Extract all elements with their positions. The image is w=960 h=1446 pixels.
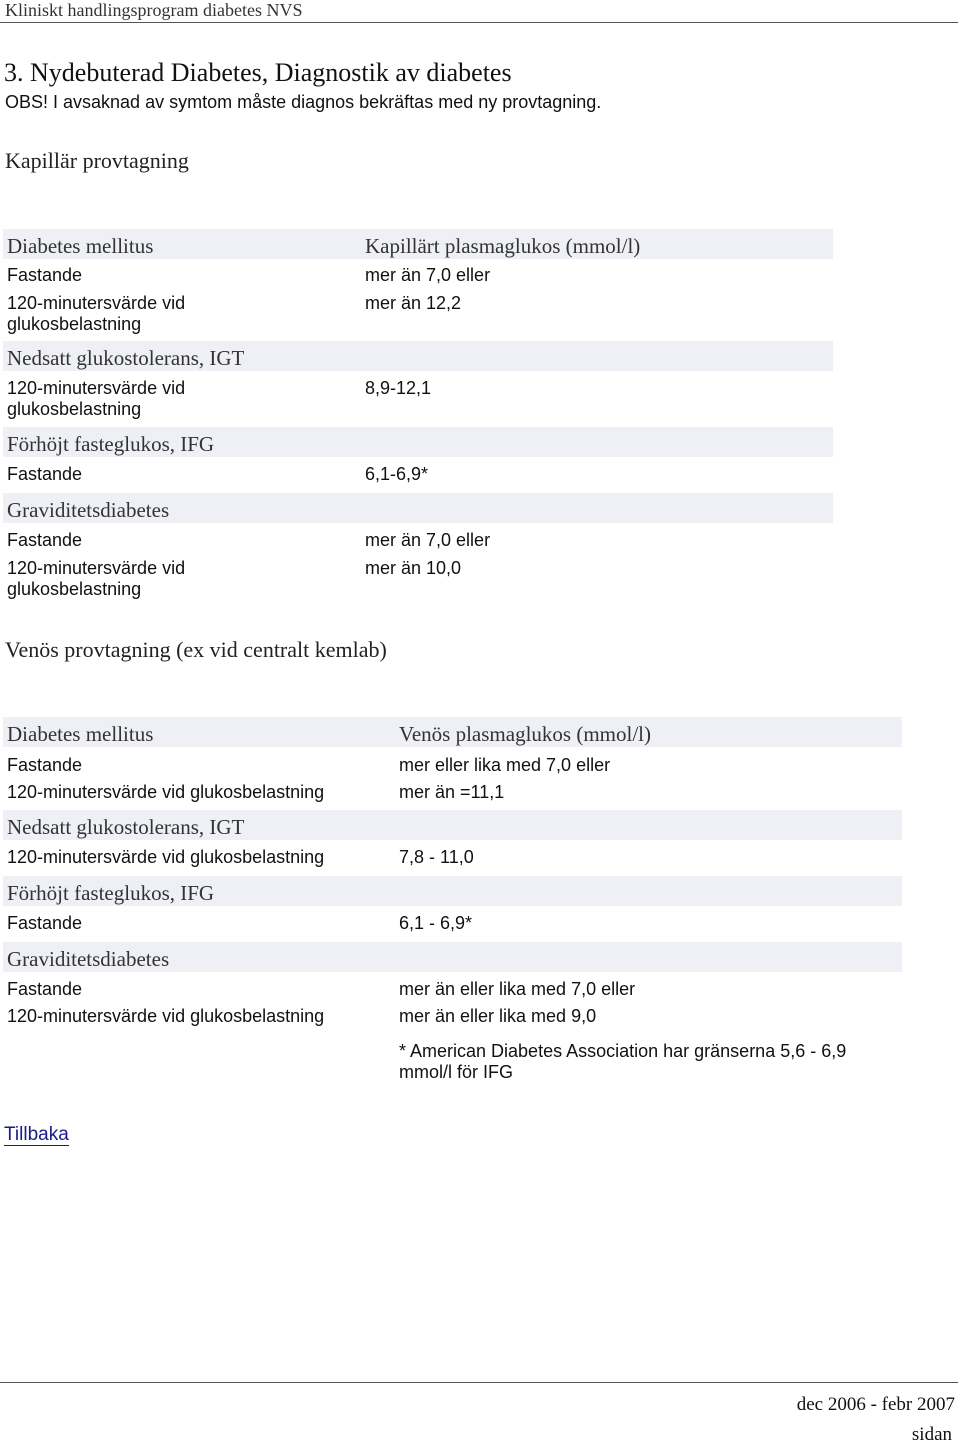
- capillary-dm-120-label: 120-minutersvärde vid glukosbelastning: [7, 293, 186, 334]
- warning-text: OBS! I avsaknad av symtom måste diagnos bekräftas med ny provtagning.: [5, 92, 602, 112]
- capillary-ifg-header: Förhöjt fasteglukos, IFG: [7, 432, 215, 456]
- header-divider: [0, 22, 958, 23]
- venous-ifg-fasting-label: Fastande: [7, 913, 83, 933]
- capillary-gdm-120-label: 120-minutersvärde vid glukosbelastning: [7, 558, 186, 599]
- capillary-igt-120-value: 8,9-12,1: [365, 378, 432, 398]
- capillary-dm-fasting-label: Fastande: [7, 265, 83, 285]
- capillary-dm-header: Diabetes mellitus: [7, 234, 154, 258]
- footer-date: dec 2006 - febr 2007: [796, 1394, 955, 1415]
- footer-divider: [0, 1382, 958, 1383]
- page-title: 3. Nydebuterad Diabetes, Diagnostik av diabetes: [4, 58, 512, 87]
- venous-dm-fasting-value: mer eller lika med 7,0 eller: [399, 755, 611, 775]
- venous-igt-120-label: 120-minutersvärde vid glukosbelastning: [7, 847, 325, 867]
- capillary-value-column-header: Kapillärt plasmaglukos (mmol/l): [365, 234, 641, 258]
- document-header-title: Kliniskt handlingsprogram diabetes NVS: [5, 0, 303, 20]
- venous-gdm-120-value: mer än eller lika med 9,0: [399, 1006, 597, 1026]
- capillary-gdm-fasting-label: Fastande: [7, 530, 83, 550]
- capillary-section-title: Kapillär provtagning: [5, 148, 189, 173]
- venous-gdm-fasting-label: Fastande: [7, 979, 83, 999]
- capillary-igt-120-label: 120-minutersvärde vid glukosbelastning: [7, 378, 186, 419]
- ifg-footnote: * American Diabetes Association har gränserna 5,6 - 6,9 mmol/l för IFG: [399, 1041, 847, 1082]
- venous-dm-120-label: 120-minutersvärde vid glukosbelastning: [7, 782, 325, 802]
- capillary-dm-fasting-value: mer än 7,0 eller: [365, 265, 491, 285]
- capillary-gdm-header: Graviditetsdiabetes: [7, 498, 170, 522]
- venous-igt-header: Nedsatt glukostolerans, IGT: [7, 815, 245, 839]
- capillary-ifg-fasting-value: 6,1-6,9*: [365, 464, 429, 484]
- back-link[interactable]: Tillbaka: [4, 1124, 69, 1145]
- capillary-gdm-120-value: mer än 10,0: [365, 558, 462, 578]
- venous-value-column-header: Venös plasmaglukos (mmol/l): [399, 722, 651, 746]
- venous-dm-fasting-label: Fastande: [7, 755, 83, 775]
- venous-ifg-fasting-value: 6,1 - 6,9*: [399, 913, 473, 933]
- venous-section-title: Venös provtagning (ex vid centralt kemlab): [5, 637, 387, 662]
- venous-igt-120-value: 7,8 - 11,0: [399, 847, 474, 867]
- capillary-gdm-fasting-value: mer än 7,0 eller: [365, 530, 491, 550]
- footer-page-label: sidan: [911, 1424, 952, 1445]
- capillary-igt-header: Nedsatt glukostolerans, IGT: [7, 346, 245, 370]
- venous-gdm-header: Graviditetsdiabetes: [7, 947, 170, 971]
- venous-gdm-fasting-value: mer än eller lika med 7,0 eller: [399, 979, 636, 999]
- capillary-ifg-fasting-label: Fastande: [7, 464, 83, 484]
- venous-gdm-120-label: 120-minutersvärde vid glukosbelastning: [7, 1006, 325, 1026]
- venous-ifg-header: Förhöjt fasteglukos, IFG: [7, 881, 215, 905]
- venous-dm-120-value: mer än =11,1: [399, 782, 505, 802]
- capillary-dm-120-value: mer än 12,2: [365, 293, 462, 313]
- venous-dm-header: Diabetes mellitus: [7, 722, 154, 746]
